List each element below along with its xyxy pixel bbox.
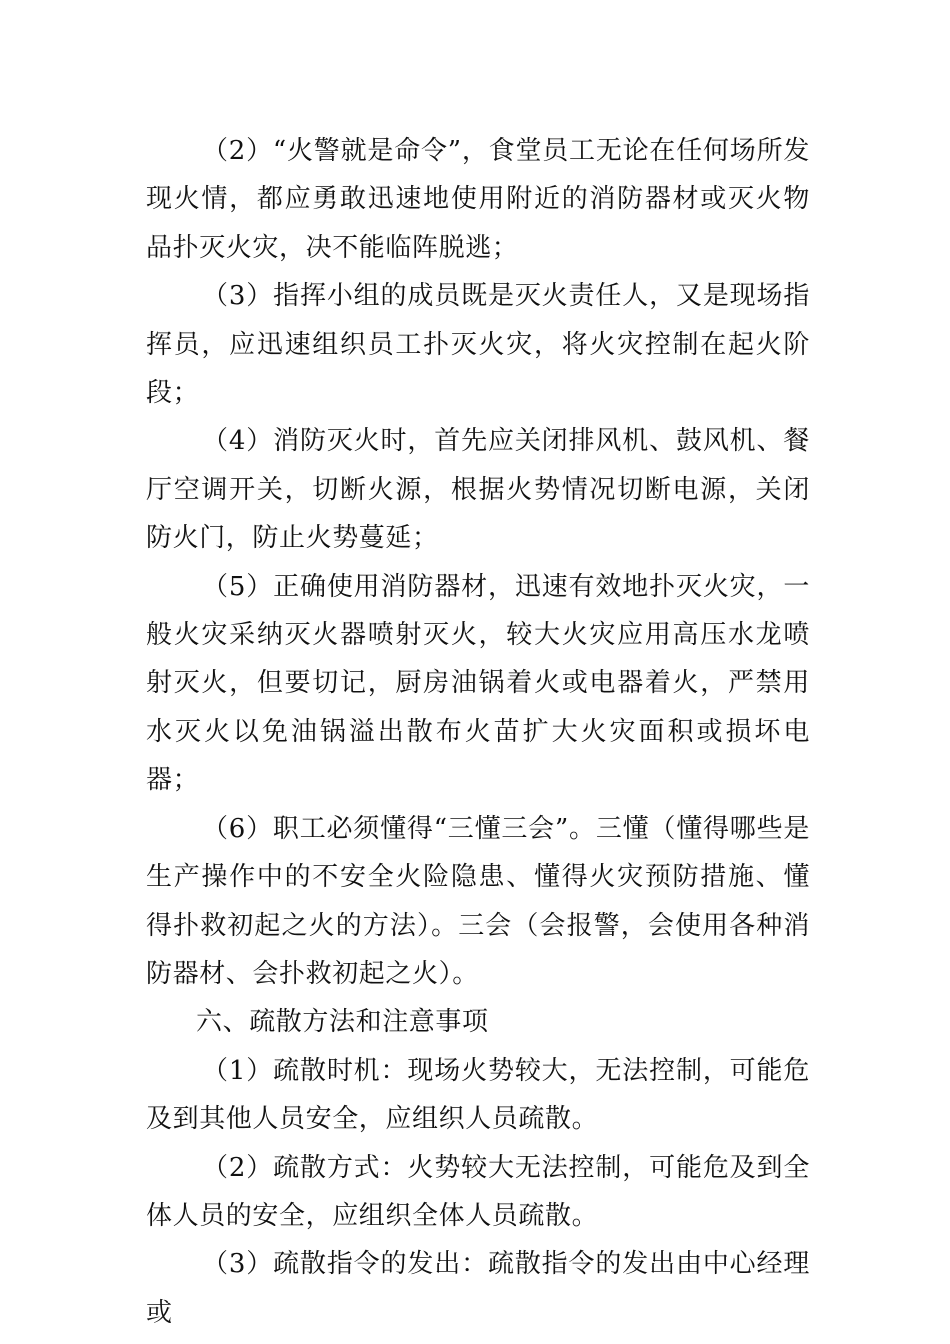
evacuation-item-2: （2）疏散方式：火势较大无法控制，可能危及到全体人员的安全，应组织全体人员疏散。 bbox=[146, 1152, 810, 1231]
section-heading: 六、疏散方法和注意事项 bbox=[196, 1007, 489, 1038]
paragraph-item-5: （5）正确使用消防器材，迅速有效地扑灭火灾，一般火灾采纳灭火器喷射灭火，较大火灾应用高压水龙喷射灭火，但要切记，厨房油锅着火或电器着火，严禁用水灭火以免油锅溢出散布火苗扩大火灾面积或损坏电器； bbox=[146, 571, 810, 796]
evacuation-item-1: （1）疏散时机：现场火势较大，无法控制，可能危及到其他人员安全，应组织人员疏散。 bbox=[146, 1055, 810, 1135]
paragraph-item-2: （2）“火警就是命令”，食堂员工无论在任何场所发现火情，都应勇敢迅速地使用附近的消防器材或灭火物品扑灭火灾，决不能临阵脱逃； bbox=[146, 136, 810, 263]
paragraph-item-4: （4）消防灭火时，首先应关闭排风机、鼓风机、餐厅空调开关，切断火源，根据火势情况切断电源，关闭防火门，防止火势蔓延； bbox=[146, 426, 810, 554]
paragraph-item-6: （6）职工必须懂得“三懂三会”。三懂（懂得哪些是生产操作中的不安全火险隐患、懂得火灾预防措施、懂得扑救初起之火的方法）。三会（会报警，会使用各种消防器材、会扑救初起之火）。 bbox=[146, 813, 810, 989]
document-body bbox=[146, 127, 810, 1337]
paragraph-item-3: （3）指挥小组的成员既是灭火责任人，又是现场指挥员，应迅速组织员工扑灭火灾，将火灾控制在起火阶段； bbox=[146, 281, 810, 409]
evacuation-item-3: （3）疏散指令的发出：疏散指令的发出由中心经理或 bbox=[146, 1249, 810, 1328]
